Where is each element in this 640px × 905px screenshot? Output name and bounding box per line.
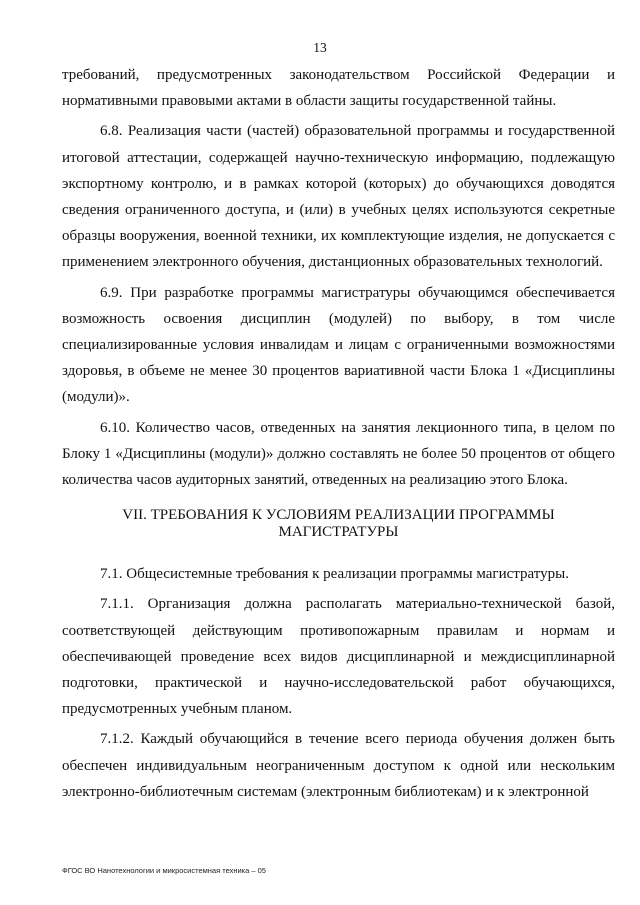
paragraph-7-1: 7.1. Общесистемные требования к реализации программы магистратуры. [100,566,569,583]
section-heading-line-1: VII. ТРЕБОВАНИЯ К УСЛОВИЯМ РЕАЛИЗАЦИИ ПРОГРАММЫ [122,507,555,524]
paragraph-continuation: требований, предусмотренных законодательством Российской Федерации и нормативными правовыми актами в области защиты государственной тайны. [62,67,615,110]
document-body [62,62,615,809]
paragraph-6-9: 6.9. При разработке программы магистратуры обучающимся обеспечивается возможность освоения дисциплин (модулей) по выбору, в том числе специализированные условия инвалидам и лицам с ограниченными возможностями здоровья, в объеме не менее 30 процентов вариативной части Блока 1 «Дисциплины (модули)». [62,284,615,406]
page-number: 13 [313,40,327,55]
paragraph-6-10: 6.10. Количество часов, отведенных на занятия лекционного типа, в целом по Блоку 1 «Дисциплины (модули)» должно составлять не более 50 процентов от общего количества часов аудиторных занятий, отведенных на реализацию этого Блока. [62,419,615,489]
paragraph-6-8: 6.8. Реализация части (частей) образовательной программы и государственной итоговой аттестации, содержащей научно-техническую информацию, подлежащую экспортному контролю, и в рамках которой (которых) до обучающихся доводятся сведения ограниченного доступа, и (или) в учебных целях используются секретные образцы вооружения, военной техники, их комплектующие изделия, не допускается с применением электронного обучения, дистанционных образовательных технологий. [62,123,615,271]
section-heading [62,507,615,541]
paragraph-7-1-1: 7.1.1. Организация должна располагать материально-технической базой, соответствующей действующим противопожарным правилам и нормам и обеспечивающей проведение всех видов дисциплинарной и междисциплинарной подготовки, практической и научно-исследовательской работ обучающихся, предусмотренных учебным планом. [62,596,615,718]
document-footer: ФГОС ВО Нанотехнологии и микросистемная техника – 05 [62,866,266,875]
section-heading-line-2: МАГИСТРАТУРЫ [278,524,399,541]
paragraph-7-1-2: 7.1.2. Каждый обучающийся в течение всего периода обучения должен быть обеспечен индивидуальным неограниченным доступом к одной или нескольким электронно-библиотечным системам (электронным библиотекам) и к электронной [62,731,615,800]
